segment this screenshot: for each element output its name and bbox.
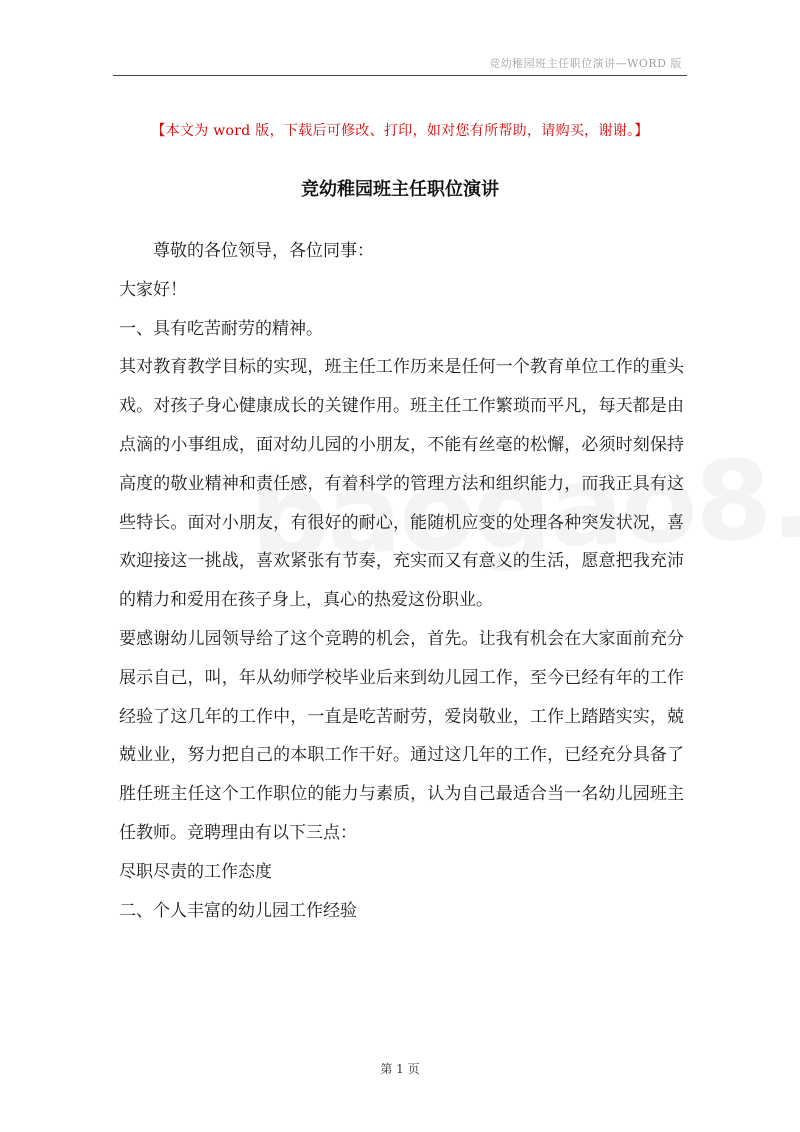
body-paragraph: 其对教育教学目标的实现，班主任工作历来是任何一个教育单位工作的重头戏。对孩子身心健康成长的关键作用。班主任工作繁琐而平凡，每天都是由点滴的小事组成，面对幼儿园的小朋友，不能有丝毫的松懈，必须时刻保持高度的敬业精神和责任感，有着科学的管理方法和组织能力，而我正具有这些特长。面对小朋友，有很好的耐心，能随机应变的处理各种突发状况，喜欢迎接这一挑战，喜欢紧张有节奏，充实而又有意义的生活，愿意把我充沛的精力和爱用在孩子身上，真心的热爱这份职业。 <box>119 357 684 611</box>
salutation-paragraph: 尊敬的各位领导，各位同事： <box>153 241 374 261</box>
body-paragraph: 尽职尽责的工作态度 <box>119 861 272 882</box>
header-divider <box>113 75 687 76</box>
section-heading-2: 二、个人丰富的幼儿园工作经验 <box>119 900 357 921</box>
section-heading-1: 一、具有吃苦耐劳的精神。 <box>119 318 323 339</box>
running-header: 竞幼稚园班主任职位演讲—WORD 版 <box>489 57 682 70</box>
download-notice: 【本文为 word 版，下载后可修改、打印，如对您有所帮助，请购买，谢谢。】 <box>151 123 649 139</box>
page-number: 第 1 页 <box>380 1062 420 1076</box>
greeting-paragraph: 大家好！ <box>119 279 187 300</box>
document-body <box>119 232 684 930</box>
body-paragraph: 要感谢幼儿园领导给了这个竞聘的机会，首先。让我有机会在大家面前充分展示自己，叫，年从幼师学校毕业后来到幼儿园工作，至今已经有年的工作经验了这几年的工作中，一直是吃苦耐劳，爱岗敬业，工作上踏踏实实，兢兢业业，努力把自己的本职工作干好。通过这几年的工作，已经充分具备了胜任班主任这个工作职位的能力与素质，认为自己最适合当一名幼儿园班主任教师。竞聘理由有以下三点： <box>119 628 684 843</box>
document-title: 竞幼稚园班主任职位演讲 <box>301 179 499 200</box>
